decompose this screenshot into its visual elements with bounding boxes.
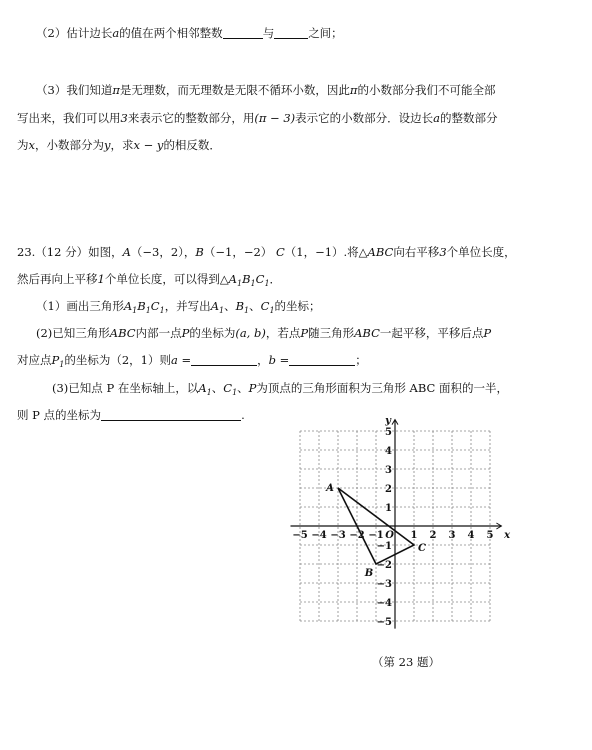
- q23-intro-line2: 然后再向上平移1个单位长度，可以得到$\triangle A_1B_1C_1$．: [17, 272, 282, 288]
- tick-labels: [292, 416, 511, 629]
- x-tick-label: −2: [349, 530, 365, 541]
- y-axis-label: y: [385, 415, 391, 427]
- x-tick-label: 5: [486, 530, 494, 541]
- blank-a[interactable]: [191, 354, 257, 366]
- q23-part2-line2: 对应点$P_1$的坐标为（2，1）则a = ，b = ；: [17, 353, 367, 369]
- y-tick-label: −1: [376, 541, 392, 552]
- x-tick-label: 1: [410, 530, 418, 541]
- y-tick-label: 4: [385, 446, 392, 457]
- q22-part3-line1: （3）我们知道π是无理数，而无理数是无限不循环小数，因此π的小数部分我们不可能全部: [36, 83, 496, 97]
- vertex-label-b: B: [364, 568, 374, 579]
- y-tick-label: 1: [385, 503, 392, 514]
- coordinate-grid-figure: [292, 414, 518, 630]
- x-axis-label: x: [504, 530, 511, 541]
- q23-part3-line1: (3)已知点 P 在坐标轴上，以$A_1$、$C_1$、P为顶点的三角形面积为三角形 ABC 面积的一半，: [52, 381, 508, 397]
- y-tick-label: −3: [376, 579, 392, 590]
- y-tick-label: −2: [376, 560, 392, 571]
- y-tick-label: 2: [385, 484, 392, 495]
- q23-part2-line1: (2)已知三角形ABC内部一点P的坐标为(a, b)，若点P随三角形ABC一起平移，平移后点P: [36, 326, 492, 340]
- y-tick-label: 5: [385, 427, 392, 438]
- vertex-label-a: A: [326, 483, 334, 494]
- axes: [291, 420, 502, 629]
- q23-part1-line: （1）画出三角形$A_1B_1C_1$，并写出$A_1$、$B_1$、$C_1$的坐标；: [36, 299, 321, 315]
- x-tick-label: −1: [368, 530, 384, 541]
- blank-b[interactable]: [289, 354, 355, 366]
- x-tick-label: 2: [429, 530, 437, 541]
- q22-part2-line: （2）估计边长a的值在两个相邻整数 与 之间；: [36, 26, 343, 40]
- q23-part3-line2: 则 P 点的坐标为 .: [17, 408, 245, 422]
- y-tick-label: −5: [376, 617, 392, 628]
- blank-lower[interactable]: [223, 27, 263, 39]
- q23-intro-line1: 23.（12 分）如图，A（−3，2），B（−1，−2） C（1，−1）.将△ABC向右平移3个单位长度，: [17, 245, 516, 259]
- blank-upper[interactable]: [274, 27, 308, 39]
- q22-part3-line2: 写出来，我们可以用3来表示它的整数部分，用(π − 3)表示它的小数部分．设边长a的整数部分: [17, 111, 498, 125]
- q22-part3-line3: 为x，小数部分为y，求x − y的相反数．: [17, 138, 221, 152]
- vertex-label-c: C: [418, 543, 426, 554]
- figure-caption: （第 23 题）: [372, 655, 440, 669]
- y-tick-label: −4: [376, 598, 392, 609]
- x-tick-label: 3: [448, 530, 456, 541]
- y-tick-label: 3: [385, 465, 392, 476]
- x-tick-label: −5: [292, 530, 308, 541]
- x-tick-label: 4: [467, 530, 475, 541]
- origin-label: O: [385, 530, 394, 541]
- x-tick-label: −4: [311, 530, 327, 541]
- x-tick-label: −3: [330, 530, 346, 541]
- blank-p-coordinates[interactable]: [101, 409, 241, 421]
